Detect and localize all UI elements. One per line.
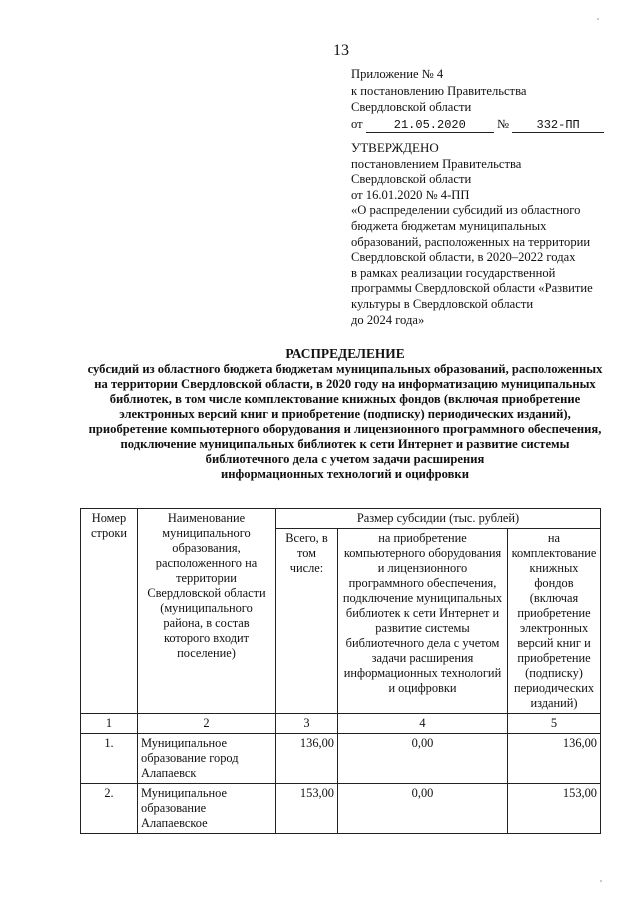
table-row [81,734,601,784]
column-number: 3 [276,714,338,734]
approved-line: постановлением Правительства [351,156,522,171]
header-subsidy-size: Размер субсидии (тыс. рублей) [276,509,601,529]
header-computers: на приобретение компьютерного оборудования и лицензионного программного обеспечения, подключение муниципальных библиотек к сети Интернет и развитие системы библиотечного дела с учетом задачи расширения информационных технологий и оцифровки [338,529,508,714]
heading-line: на территории Свердловской области, в 2020 году на информатизацию муниципальных [94,377,596,391]
appendix-region: Свердловской области [351,100,472,114]
heading-line: субсидий из областного бюджета бюджетам муниципальных образований, расположенных [87,362,603,376]
approved-block [351,140,621,328]
subsidy-table [80,508,601,834]
scan-speck [600,880,602,882]
approved-line: программы Свердловской области «Развитие [351,281,593,296]
distribution-heading [60,346,630,482]
number-prefix: № [496,116,509,131]
approved-line: до 2024 года» [351,312,425,327]
heading-line: информационных технологий и оцифровки [221,467,469,481]
column-number: 1 [81,714,138,734]
header-row-number: Номер строки [81,509,138,714]
appendix-title: Приложение № 4 [351,67,444,81]
municipality-name: Муниципальное образование Алапаевское [138,784,276,834]
computers-value: 0,00 [338,734,508,784]
approved-line: от 16.01.2020 № 4-ПП [351,187,470,202]
approved-line: образований, расположенных на территории [351,234,591,249]
column-number: 2 [138,714,276,734]
page-number: 13 [333,42,349,59]
books-value: 153,00 [508,784,601,834]
heading-line: подключение муниципальных библиотек к сети Интернет и развитие системы [120,437,570,451]
heading-title: РАСПРЕДЕЛЕНИЕ [285,346,405,361]
header-total: Всего, в том числе: [276,529,338,714]
approved-line: бюджета бюджетам муниципальных [351,218,547,233]
heading-line: электронных версий книг и приобретение (подписку) периодических изданий), [119,407,571,421]
computers-value: 0,00 [338,784,508,834]
header-municipality: Наименование муниципального образования, расположенного на территории Свердловской области (муниципального района, в состав которого входит поселение) [138,509,276,714]
row-number: 2. [81,784,138,834]
approved-line: «О распределении субсидий из областного [351,203,581,218]
approved-line: Свердловской области, в 2020–2022 годах [351,250,576,265]
heading-line: приобретение компьютерного оборудования и лицензионного программного обеспечения, [88,422,602,436]
date-prefix: от [351,116,363,131]
number-value: 332-ПП [512,119,604,133]
approved-title: УТВЕРЖДЕНО [351,140,439,155]
total-value: 153,00 [276,784,338,834]
books-value: 136,00 [508,734,601,784]
column-number: 4 [338,714,508,734]
table-row [81,784,601,834]
approved-line: в рамках реализации государственной [351,265,556,280]
heading-line: библиотечного дела с учетом задачи расширения [205,452,485,466]
approved-line: Свердловской области [351,172,472,187]
column-number-row [81,714,601,734]
municipality-name: Муниципальное образование город Алапаевск [138,734,276,784]
appendix-resolution: к постановлению Правительства [351,83,527,98]
appendix-date-line [351,116,604,133]
scan-speck [597,18,599,20]
total-value: 136,00 [276,734,338,784]
table-header-row [81,509,601,529]
row-number: 1. [81,734,138,784]
column-number: 5 [508,714,601,734]
header-books: на комплектование книжных фондов (включая приобретение электронных версий книг и приобретение (подписку) периодических изданий) [508,529,601,714]
date-value: 21.05.2020 [366,119,494,133]
heading-line: библиотек, в том числе комплектование книжных фондов (включая приобретение [109,392,581,406]
appendix-block [351,66,604,133]
approved-line: культуры в Свердловской области [351,296,534,311]
